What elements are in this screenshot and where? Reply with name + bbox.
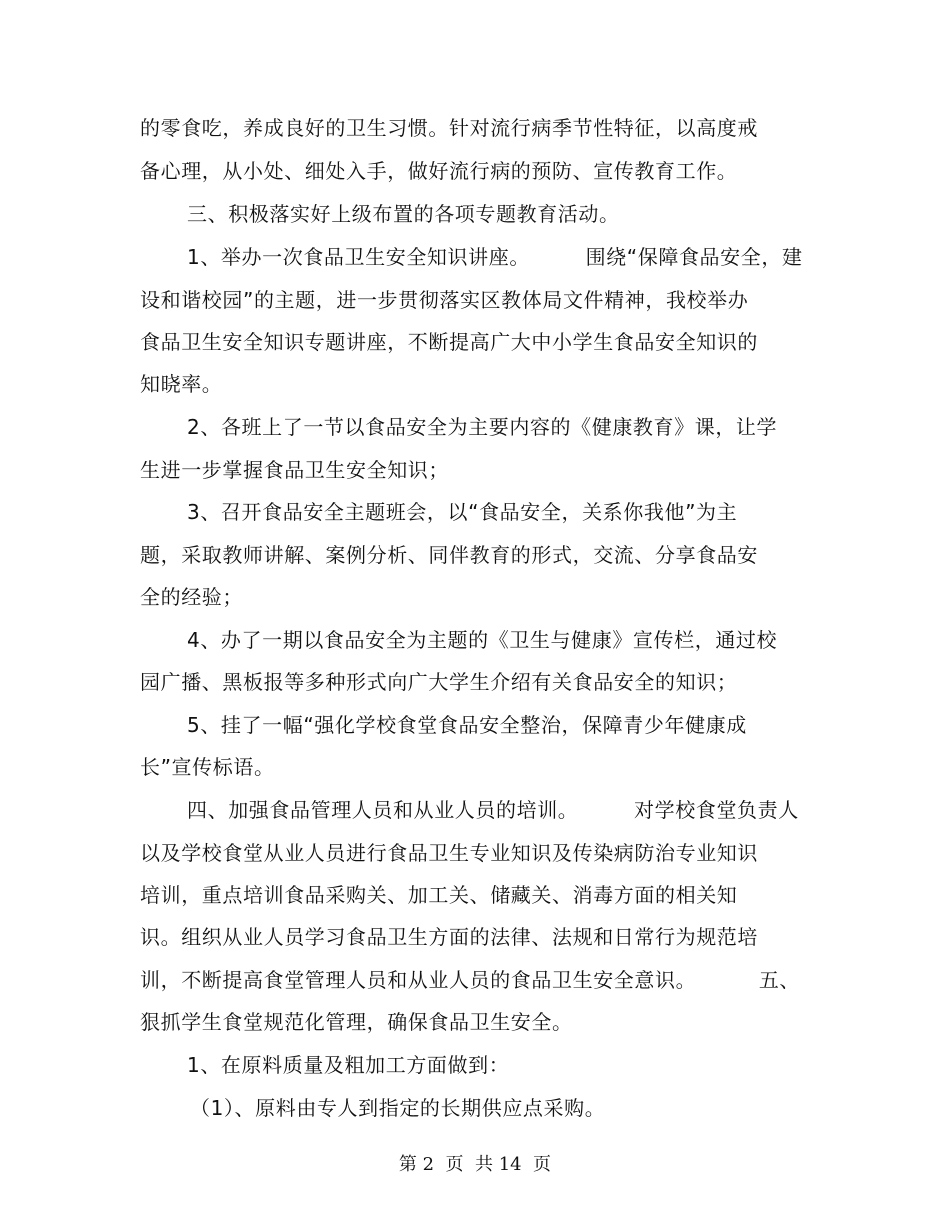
text-line: 1、在原料质量及粗加工方面做到： xyxy=(187,1053,510,1077)
text-line: 4、办了一期以食品安全为主题的《卫生与健康》宣传栏，通过校 xyxy=(187,628,778,652)
text-line: 5、挂了一幅“强化学校食堂食品安全整治，保障青少年健康成 xyxy=(187,713,747,737)
text-line: 长”宣传标语。 xyxy=(140,755,275,779)
text-line: 训，不断提高食堂管理人员和从业人员的食品卫生安全意识。 五、 xyxy=(140,968,801,992)
text-line: 2、各班上了一节以食品安全为主要内容的《健康教育》课，让学 xyxy=(187,415,778,439)
text-line: （1）、原料由专人到指定的长期供应点采购。 xyxy=(190,1096,606,1120)
text-line: 食品卫生安全知识专题讲座，不断提高广大中小学生食品安全知识的 xyxy=(140,330,758,354)
text-line: 设和谐校园”的主题，进一步贯彻落实区教体局文件精神，我校举办 xyxy=(140,288,749,312)
section-heading: 三、积极落实好上级布置的各项专题教育活动。 xyxy=(187,202,620,226)
text-line: 题，采取教师讲解、案例分析、同伴教育的形式，交流、分享食品安 xyxy=(140,543,758,567)
text-line: 培训，重点培训食品采购关、加工关、储藏关、消毒方面的相关知 xyxy=(140,883,738,907)
text-line: 3、召开食品安全主题班会，以“食品安全，关系你我他”为主 xyxy=(187,500,738,524)
text-line: 识。组织从业人员学习食品卫生方面的法律、法规和日常行为规范培 xyxy=(140,925,758,949)
text-line: 全的经验； xyxy=(140,585,243,609)
text-line: 以及学校食堂从业人员进行食品卫生专业知识及传染病防治专业知识 xyxy=(140,841,758,865)
text-line: 备心理，从小处、细处入手，做好流行病的预防、宣传教育工作。 xyxy=(140,159,738,183)
section-heading: 狠抓学生食堂规范化管理，确保食品卫生安全。 xyxy=(140,1010,573,1034)
text-line: 1、举办一次食品卫生安全知识讲座。 围绕“保障食品安全，建 xyxy=(187,245,803,269)
page-number-footer: 第 2 页 共 14 页 xyxy=(398,1154,552,1175)
text-line: 知晓率。 xyxy=(140,372,223,396)
section-heading: 四、加强食品管理人员和从业人员的培训。 对学校食堂负责人 xyxy=(187,798,799,822)
text-line: 园广播、黑板报等多种形式向广大学生介绍有关食品安全的知识； xyxy=(140,670,738,694)
text-line: 的零食吃，养成良好的卫生习惯。针对流行病季节性特征，以高度戒 xyxy=(140,116,758,140)
text-line: 生进一步掌握食品卫生安全知识； xyxy=(140,458,449,482)
